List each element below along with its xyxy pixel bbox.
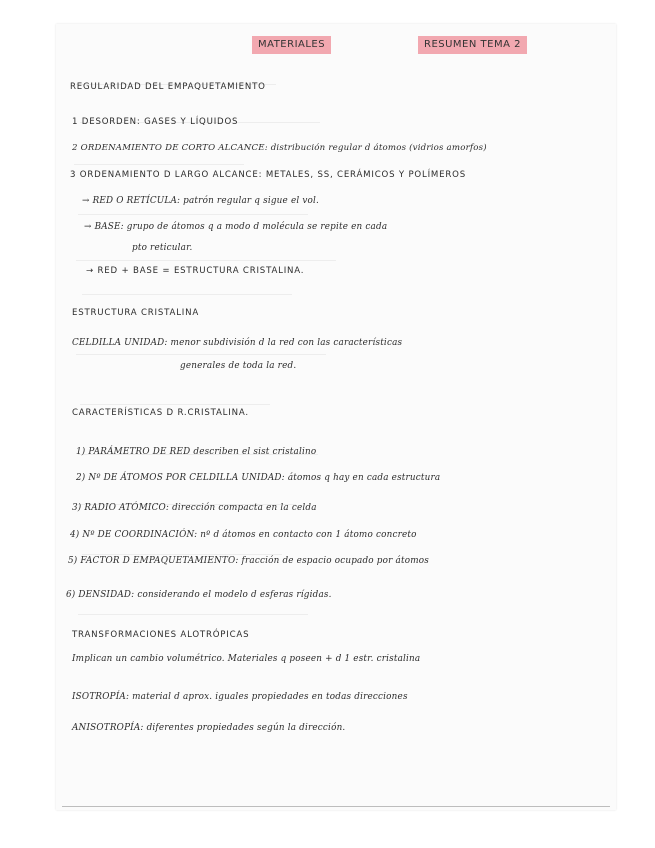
note-line: → BASE: grupo de átomos q a modo d molécula se repite en cada bbox=[84, 222, 388, 232]
note-line: → RED O RETÍCULA: patrón regular q sigue el vol. bbox=[82, 196, 320, 206]
note-line: 1) PARÁMETRO DE RED describen el sist cristalino bbox=[76, 447, 317, 457]
topic-tag: RESUMEN TEMA 2 bbox=[418, 36, 527, 54]
note-line: 4) Nº DE COORDINACIÓN: nº d átomos en contacto con 1 átomo concreto bbox=[70, 530, 417, 540]
note-line: 2) Nº DE ÁTOMOS POR CELDILLA UNIDAD: átomos q hay en cada estructura bbox=[76, 473, 441, 483]
note-line: Implican un cambio volumétrico. Materiales q poseen + d 1 estr. cristalina bbox=[72, 654, 421, 664]
note-line: 3 ORDENAMIENTO D LARGO ALCANCE: METALES, SS, CERÁMICOS Y POLÍMEROS bbox=[70, 170, 466, 180]
note-line: 3) RADIO ATÓMICO: dirección compacta en la celda bbox=[72, 503, 317, 513]
section-heading: REGULARIDAD DEL EMPAQUETAMIENTO bbox=[70, 82, 266, 92]
note-line: CELDILLA UNIDAD: menor subdivisión d la red con las características bbox=[72, 338, 403, 348]
note-line: → RED + BASE = ESTRUCTURA CRISTALINA. bbox=[86, 266, 305, 276]
note-line: 5) FACTOR D EMPAQUETAMIENTO: fracción de espacio ocupado por átomos bbox=[68, 556, 429, 566]
section-heading: TRANSFORMACIONES ALOTRÓPICAS bbox=[72, 630, 250, 640]
note-line: ANISOTROPÍA: diferentes propiedades según la dirección. bbox=[72, 723, 346, 733]
note-line: 6) DENSIDAD: considerando el modelo d esferas rígidas. bbox=[66, 590, 332, 600]
note-line: generales de toda la red. bbox=[180, 361, 297, 371]
section-heading: CARACTERÍSTICAS D R.CRISTALINA. bbox=[72, 408, 249, 418]
note-line: 1 DESORDEN: GASES Y LÍQUIDOS bbox=[72, 117, 239, 127]
note-line: 2 ORDENAMIENTO DE CORTO ALCANCE: distribución regular d átomos (vidrios amorfos) bbox=[72, 143, 487, 153]
note-line: pto reticular. bbox=[132, 243, 193, 253]
section-heading: ESTRUCTURA CRISTALINA bbox=[72, 308, 200, 318]
note-line: ISOTROPÍA: material d aprox. iguales propiedades en todas direcciones bbox=[72, 692, 408, 702]
page-edge bbox=[62, 806, 610, 807]
title-tag: MATERIALES bbox=[252, 36, 331, 54]
